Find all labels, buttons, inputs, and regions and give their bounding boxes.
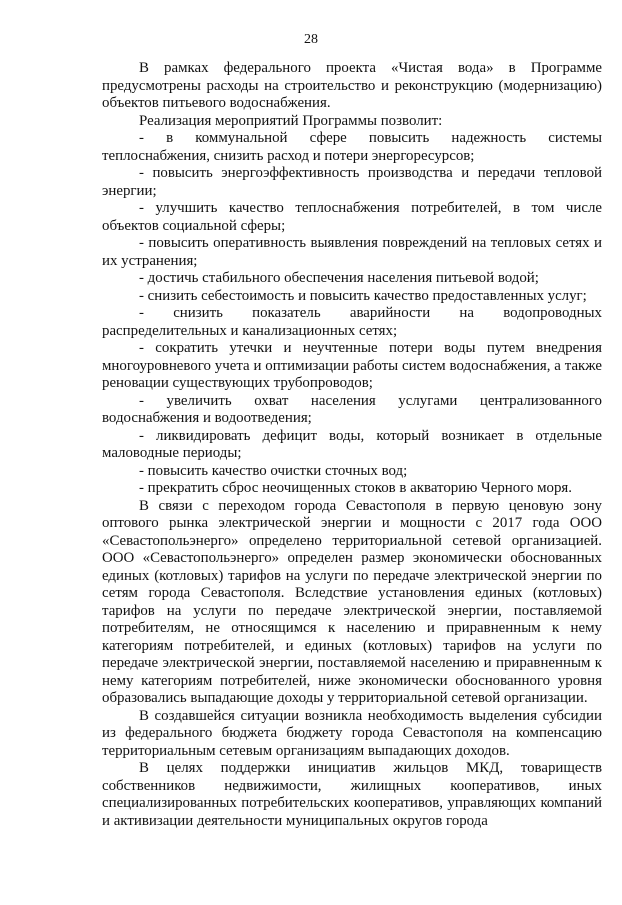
list-item-coverage-increase: - увеличить охват населения услугами централизованного водоснабжения и водоотведения; [102,392,602,426]
list-item-energy-efficiency: - повысить энергоэффективность производства и передачи тепловой энергии; [102,165,602,199]
paragraph-program-outcomes-intro: Реализация мероприятий Программы позволит: [139,112,443,129]
paragraph-clean-water-project: В рамках федерального проекта «Чистая вода» в Программе предусмотрены расходы на строительство и реконструкцию (модернизацию) объектов питьевого водоснабжения. [102,60,602,111]
list-item-drinking-water-supply: - достичь стабильного обеспечения населения питьевой водой; [139,270,539,286]
list-item-service-cost-quality: - снизить себестоимость и повысить качество предоставленных услуг; [139,287,587,304]
page-number: 28 [304,32,318,47]
list-item-water-loss-reduction: - сократить утечки и неучтенные потери воды путем внедрения многоуровневого учета и оптимизации работы систем водоснабжения, а также реновации существующих трубопроводов; [102,340,602,391]
document-body [102,60,602,830]
list-item-water-deficit: - ликвидировать дефицит воды, который возникает в отдельные маловодные периоды; [102,427,602,461]
paragraph-electricity-tariffs: В связи с переходом города Севастополя в первую ценовую зону оптового рынка электрической энергии и мощности с 2017 года ООО «Севастопольэнерго» определено территориальной сетевой организацией. ООО «Севастопольэнерго» определен размер экономически обоснованных единых (котловых) тарифов на услуги по передаче электрической энергии по сетям города Севастополя. Вследствие установления единых (котловых) тарифов на услуги по передаче электрической энергии, поставляемой потребителям, не относящимся к населению и приравненным к нему категориям потребителей, и единых (котловых) тарифов на услуги по передаче электрической энергии, поставляемой населению и приравненным к нему категориям потребителей, ниже экономически обоснованного уровня образовались выпадающие доходы у территориальной сетевой организации. [102,497,602,706]
list-item-wastewater-treatment: - повысить качество очистки сточных вод; [139,462,408,479]
list-item-accident-rate: - снизить показатель аварийности на водопроводных распределительных и канализационных сетях; [102,305,602,339]
list-item-heat-supply-reliability: - в коммунальной сфере повысить надежность системы теплоснабжения, снизить расход и потери энергоресурсов; [102,130,602,164]
list-item-black-sea-discharge: - прекратить сброс неочищенных стоков в акваторию Черного моря. [139,480,572,496]
list-item-damage-detection: - повысить оперативность выявления повреждений на тепловых сетях и их устранения; [102,235,602,269]
paragraph-subsidy-necessity: В создавшейся ситуации возникла необходимость выделения субсидии из федерального бюджета бюджету города Севастополя на компенсацию территориальным сетевым организациям выпадающих доходов. [102,707,602,759]
list-item-heat-supply-quality: - улучшить качество теплоснабжения потребителей, в том числе объектов социальной сферы; [102,200,602,234]
paragraph-mkd-initiatives: В целях поддержки инициатив жильцов МКД, товариществ собственников недвижимости, жилищных кооперативов, иных специализированных потребительских кооперативов, управляющих компаний и активизации деятельности муниципальных округов города [102,760,602,829]
